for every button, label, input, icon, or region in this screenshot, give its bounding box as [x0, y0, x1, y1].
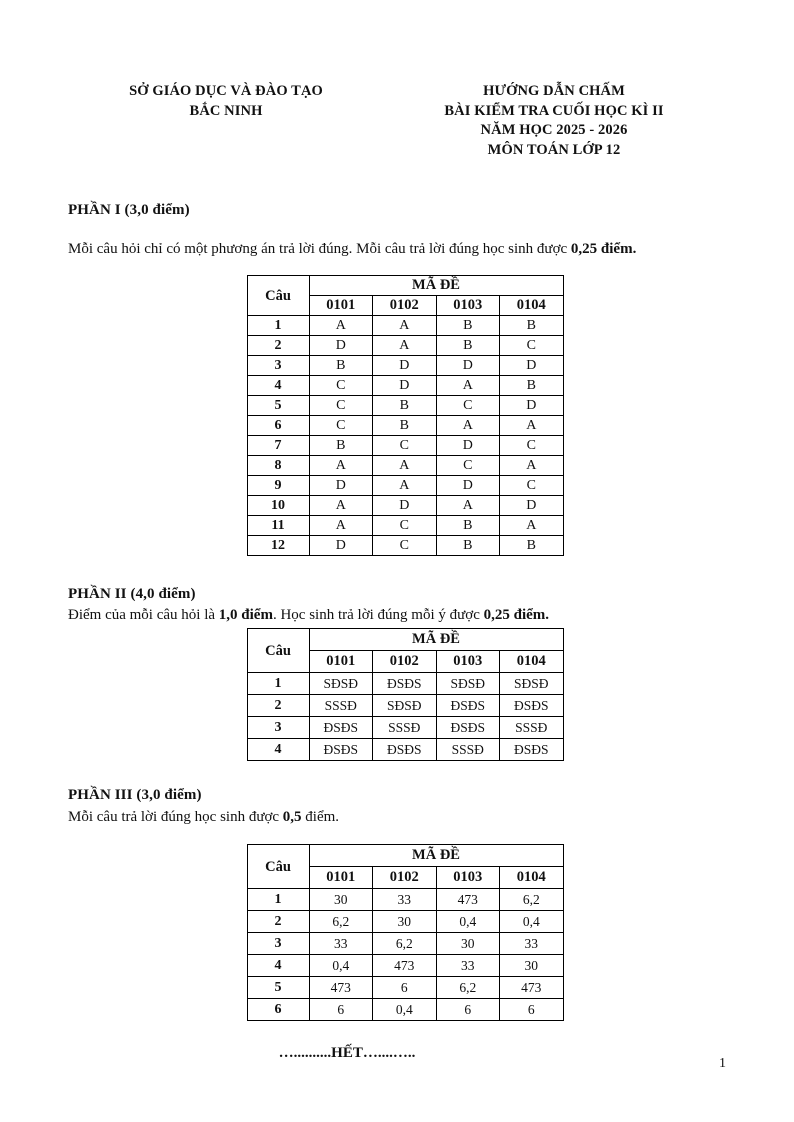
row-answer-0101: D	[309, 336, 373, 356]
section-part-3	[68, 787, 726, 1021]
row-answer-0104: A	[500, 456, 564, 476]
row-answer-0101: 30	[309, 889, 373, 911]
row-answer-0102: ĐSĐS	[373, 739, 437, 761]
header-code-0101: 0101	[309, 867, 373, 889]
row-answer-0102: 33	[373, 889, 437, 911]
row-answer-0104: C	[500, 436, 564, 456]
row-answer-0104: B	[500, 376, 564, 396]
row-answer-0104: SSSĐ	[500, 717, 564, 739]
row-answer-0103: 6	[436, 999, 500, 1021]
row-answer-0103: 473	[436, 889, 500, 911]
row-question-number: 4	[247, 376, 309, 396]
table-row	[247, 739, 563, 761]
section-part-2	[68, 586, 726, 761]
row-answer-0101: A	[309, 316, 373, 336]
row-question-number: 1	[247, 316, 309, 336]
row-answer-0102: 6	[373, 977, 437, 999]
row-question-number: 5	[247, 396, 309, 416]
row-answer-0102: A	[373, 476, 437, 496]
row-answer-0101: C	[309, 376, 373, 396]
row-answer-0102: D	[373, 356, 437, 376]
row-answer-0104: ĐSĐS	[500, 739, 564, 761]
row-answer-0103: A	[436, 376, 500, 396]
row-answer-0104: B	[500, 536, 564, 556]
part-3-table-body	[247, 889, 563, 1021]
part-1-table-body	[247, 316, 563, 556]
header-code-0101: 0101	[309, 651, 373, 673]
authority-line-2: BẮC NINH	[189, 102, 263, 119]
row-answer-0103: A	[436, 496, 500, 516]
header-ma-de: MÃ ĐỀ	[309, 845, 563, 867]
row-answer-0101: 473	[309, 977, 373, 999]
row-answer-0101: ĐSĐS	[309, 739, 373, 761]
row-answer-0104: A	[500, 416, 564, 436]
row-answer-0102: 0,4	[373, 999, 437, 1021]
row-answer-0103: 30	[436, 933, 500, 955]
table-row	[247, 336, 563, 356]
row-question-number: 3	[247, 356, 309, 376]
row-answer-0102: C	[373, 536, 437, 556]
part-1-note	[68, 241, 726, 258]
row-answer-0103: D	[436, 476, 500, 496]
row-answer-0101: A	[309, 496, 373, 516]
row-answer-0104: C	[500, 476, 564, 496]
table-row	[247, 955, 563, 977]
header-code-0102: 0102	[373, 867, 437, 889]
row-answer-0102: 6,2	[373, 933, 437, 955]
row-answer-0103: 6,2	[436, 977, 500, 999]
row-answer-0101: SSSĐ	[309, 695, 373, 717]
row-answer-0103: B	[436, 516, 500, 536]
document-title-block	[376, 82, 726, 160]
row-answer-0102: A	[373, 456, 437, 476]
row-answer-0101: 6,2	[309, 911, 373, 933]
row-question-number: 1	[247, 673, 309, 695]
section-part-1	[68, 202, 726, 556]
part-3-title: PHẦN III (3,0 điểm)	[68, 787, 202, 804]
row-answer-0101: SĐSĐ	[309, 673, 373, 695]
row-question-number: 2	[247, 911, 309, 933]
table-row	[247, 356, 563, 376]
end-of-document-mark: …..........HẾT…....…..	[278, 1045, 416, 1062]
row-answer-0101: B	[309, 436, 373, 456]
row-answer-0102: A	[373, 316, 437, 336]
row-answer-0101: B	[309, 356, 373, 376]
row-answer-0101: 33	[309, 933, 373, 955]
part-2-note-text-2: . Học sinh trả lời đúng mỗi ý được	[272, 607, 484, 624]
part-3-note	[68, 809, 726, 826]
title-line-1: HƯỚNG DẪN CHẤM	[483, 83, 625, 99]
title-line-2: BÀI KIỂM TRA CUỐI HỌC KÌ II	[444, 102, 664, 119]
header-cau: Câu	[247, 629, 309, 673]
header-code-0104: 0104	[500, 296, 564, 316]
part-2-note-emphasis-1: 1,0 điểm	[218, 607, 273, 624]
answer-table-part-1	[247, 275, 564, 556]
part-3-table-wrap	[68, 844, 726, 1021]
row-answer-0101: A	[309, 516, 373, 536]
header-ma-de: MÃ ĐỀ	[309, 629, 563, 651]
table-row	[247, 456, 563, 476]
row-answer-0103: SĐSĐ	[436, 673, 500, 695]
row-answer-0102: D	[373, 376, 437, 396]
row-answer-0101: D	[309, 536, 373, 556]
row-answer-0101: A	[309, 456, 373, 476]
part-1-note-text: Mỗi câu hỏi chỉ có một phương án trả lời đúng. Mỗi câu trả lời đúng học sinh được	[68, 241, 571, 258]
row-answer-0103: C	[436, 396, 500, 416]
row-answer-0102: B	[373, 396, 437, 416]
row-question-number: 3	[247, 717, 309, 739]
table-row	[247, 933, 563, 955]
table-row	[247, 496, 563, 516]
row-answer-0103: C	[436, 456, 500, 476]
part-2-note-emphasis-2: 0,25 điểm.	[483, 607, 550, 624]
table-row	[247, 476, 563, 496]
row-answer-0104: SĐSĐ	[500, 673, 564, 695]
header-code-0102: 0102	[373, 651, 437, 673]
table-row	[247, 673, 563, 695]
row-answer-0104: ĐSĐS	[500, 695, 564, 717]
row-question-number: 3	[247, 933, 309, 955]
header-code-0104: 0104	[500, 867, 564, 889]
row-question-number: 8	[247, 456, 309, 476]
row-answer-0103: D	[436, 436, 500, 456]
table-row	[247, 436, 563, 456]
table-row	[247, 316, 563, 336]
row-answer-0102: D	[373, 496, 437, 516]
row-answer-0104: D	[500, 496, 564, 516]
row-question-number: 6	[247, 416, 309, 436]
row-question-number: 1	[247, 889, 309, 911]
row-answer-0101: 0,4	[309, 955, 373, 977]
row-answer-0104: 6	[500, 999, 564, 1021]
table-header-row-top	[247, 276, 563, 296]
row-answer-0104: D	[500, 356, 564, 376]
row-question-number: 7	[247, 436, 309, 456]
part-2-table-body	[247, 673, 563, 761]
table-row	[247, 516, 563, 536]
part-2-note	[68, 607, 726, 624]
header-code-0103: 0103	[436, 296, 500, 316]
row-answer-0102: C	[373, 436, 437, 456]
row-answer-0102: B	[373, 416, 437, 436]
row-answer-0103: 33	[436, 955, 500, 977]
part-1-title: PHẦN I (3,0 điểm)	[68, 202, 190, 219]
row-question-number: 11	[247, 516, 309, 536]
table-row	[247, 977, 563, 999]
part-1-note-emphasis: 0,25 điểm.	[570, 241, 637, 258]
header-code-0103: 0103	[436, 651, 500, 673]
header-code-0103: 0103	[436, 867, 500, 889]
title-line-3: NĂM HỌC 2025 - 2026	[480, 122, 628, 139]
row-answer-0104: A	[500, 516, 564, 536]
table-row	[247, 695, 563, 717]
row-answer-0103: ĐSĐS	[436, 695, 500, 717]
authority-line-1: SỞ GIÁO DỤC VÀ ĐÀO TẠO	[129, 83, 323, 99]
answer-table-part-3	[247, 844, 564, 1021]
row-answer-0104: 473	[500, 977, 564, 999]
row-answer-0102: 473	[373, 955, 437, 977]
header-ma-de: MÃ ĐỀ	[309, 276, 563, 296]
part-1-table-wrap	[68, 275, 726, 556]
row-answer-0103: 0,4	[436, 911, 500, 933]
part-2-note-text-1: Điểm của mỗi câu hỏi là	[68, 607, 219, 624]
header-code-0102: 0102	[373, 296, 437, 316]
header-cau: Câu	[247, 845, 309, 889]
table-row	[247, 396, 563, 416]
table-row	[247, 717, 563, 739]
row-answer-0104: 33	[500, 933, 564, 955]
part-2-table-wrap	[68, 628, 726, 761]
row-answer-0104: D	[500, 396, 564, 416]
table-header-row-top	[247, 845, 563, 867]
title-line-4: MÔN TOÁN LỚP 12	[487, 141, 621, 158]
row-answer-0103: B	[436, 536, 500, 556]
header-code-0104: 0104	[500, 651, 564, 673]
row-answer-0103: ĐSĐS	[436, 717, 500, 739]
part-2-title: PHẦN II (4,0 điểm)	[68, 586, 196, 603]
row-answer-0102: C	[373, 516, 437, 536]
row-question-number: 5	[247, 977, 309, 999]
row-question-number: 10	[247, 496, 309, 516]
row-answer-0101: 6	[309, 999, 373, 1021]
row-answer-0102: A	[373, 336, 437, 356]
part-3-note-text-1: Mỗi câu trả lời đúng học sinh được	[68, 809, 283, 826]
row-answer-0103: SSSĐ	[436, 739, 500, 761]
row-answer-0104: C	[500, 336, 564, 356]
row-answer-0102: SĐSĐ	[373, 695, 437, 717]
row-answer-0102: SSSĐ	[373, 717, 437, 739]
row-answer-0104: B	[500, 316, 564, 336]
table-row	[247, 376, 563, 396]
document-header	[68, 0, 726, 160]
row-question-number: 9	[247, 476, 309, 496]
header-cau: Câu	[247, 276, 309, 316]
table-row	[247, 999, 563, 1021]
row-answer-0104: 6,2	[500, 889, 564, 911]
row-answer-0101: C	[309, 416, 373, 436]
row-answer-0102: ĐSĐS	[373, 673, 437, 695]
page-number: 1	[719, 1056, 726, 1071]
part-3-note-text-2: điểm.	[301, 809, 340, 826]
row-answer-0101: ĐSĐS	[309, 717, 373, 739]
row-question-number: 12	[247, 536, 309, 556]
part-3-note-emphasis: 0,5	[282, 809, 302, 826]
table-row	[247, 889, 563, 911]
answer-table-part-2	[247, 628, 564, 761]
row-question-number: 4	[247, 739, 309, 761]
row-answer-0103: D	[436, 356, 500, 376]
table-row	[247, 911, 563, 933]
row-question-number: 4	[247, 955, 309, 977]
row-answer-0103: B	[436, 336, 500, 356]
row-question-number: 2	[247, 336, 309, 356]
table-header-row-top	[247, 629, 563, 651]
row-answer-0104: 0,4	[500, 911, 564, 933]
row-answer-0101: D	[309, 476, 373, 496]
row-answer-0101: C	[309, 396, 373, 416]
row-answer-0103: A	[436, 416, 500, 436]
row-answer-0103: B	[436, 316, 500, 336]
table-row	[247, 536, 563, 556]
row-answer-0104: 30	[500, 955, 564, 977]
row-answer-0102: 30	[373, 911, 437, 933]
table-row	[247, 416, 563, 436]
issuing-authority	[68, 82, 376, 121]
row-question-number: 6	[247, 999, 309, 1021]
header-code-0101: 0101	[309, 296, 373, 316]
row-question-number: 2	[247, 695, 309, 717]
